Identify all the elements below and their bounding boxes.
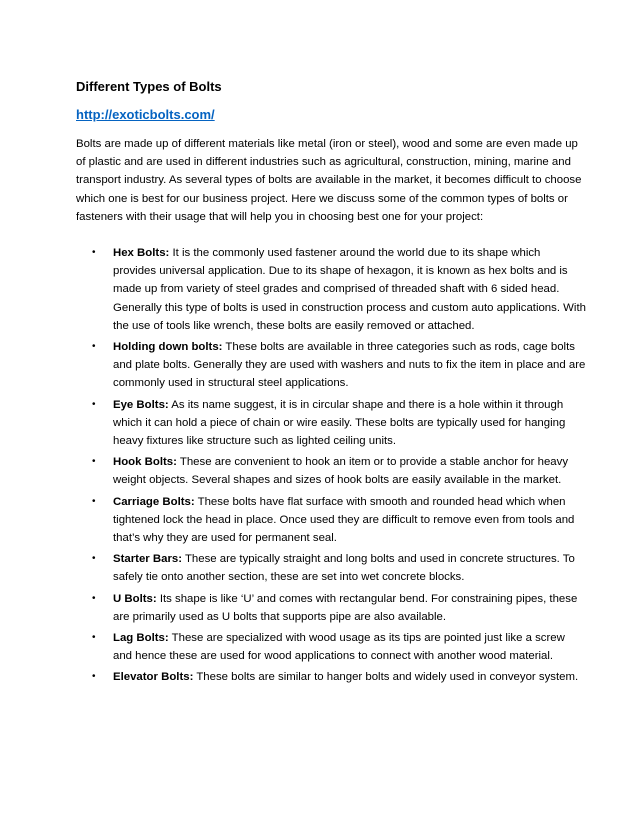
item-term: Eye Bolts: (113, 398, 169, 411)
list-item (92, 590, 586, 626)
item-text: These are specialized with wood usage as its tips are pointed just like a screw and hence these are used for wood applications to connect with another wood material. (113, 632, 565, 663)
intro-paragraph: Bolts are made up of different materials like metal (iron or steel), wood and some are even made up of plastic and are used in different industries such as agricultural, construction, mining, marine and transport industry. As several types of bolts are available in the market, it becomes difficult to choose which one is best for our business project. Here we discuss some of the common types of bolts or fasteners with their usage that will help you in choosing best one for your project: (76, 138, 582, 223)
item-text: It is the commonly used fastener around the world due to its shape which provides universal application. Due to its shape of hexagon, it is known as hex bolts and is made up from variety of steel grades and comprised of threaded shaft with 6 sided head. Generally this type of bolts is used in construction process and custom auto applications. With the use of tools like wrench, these bolts are easily removed or attached. (113, 247, 586, 332)
list-item (92, 668, 586, 686)
item-term: Carriage Bolts: (113, 495, 195, 508)
bullet-icon: • (92, 632, 96, 644)
bullet-icon: • (92, 553, 96, 565)
list-item (92, 453, 586, 489)
list-item (92, 338, 586, 393)
bullet-icon: • (92, 341, 96, 353)
bullet-icon: • (92, 671, 96, 683)
item-term: Holding down bolts: (113, 341, 223, 354)
item-term: Hex Bolts: (113, 247, 170, 260)
bullet-icon: • (92, 456, 96, 468)
list-item (92, 629, 586, 665)
item-term: Hook Bolts: (113, 456, 177, 469)
bullet-icon: • (92, 247, 96, 259)
website-link[interactable]: http://exoticbolts.com/ (76, 107, 215, 122)
item-term: U Bolts: (113, 592, 157, 605)
item-text: These are typically straight and long bolts and used in concrete structures. To safely tie onto another section, these are set into wet concrete blocks. (113, 553, 575, 584)
bolt-types-list (76, 244, 586, 687)
document-title: Different Types of Bolts (76, 79, 222, 94)
bullet-icon: • (92, 398, 96, 410)
item-text: As its name suggest, it is in circular shape and there is a hole within it through which it can hold a piece of chain or wire easily. These bolts are typically used for hanging heavy fixtures like structure such as lighted ceiling units. (113, 398, 566, 448)
bullet-icon: • (92, 592, 96, 604)
list-item (92, 244, 586, 335)
list-item (92, 396, 586, 451)
item-text: These are convenient to hook an item or to provide a stable anchor for heavy weight objects. Several shapes and sizes of hook bolts are easily available in the market. (113, 456, 569, 487)
item-text: These bolts have flat surface with smooth and rounded head which when tightened lock the head in place. Once used they are difficult to remove even from tools and that’s why they are used for permanent seal. (113, 495, 575, 545)
list-item (92, 550, 586, 586)
item-term: Starter Bars: (113, 553, 183, 566)
item-term: Elevator Bolts: (113, 671, 194, 684)
item-text: These bolts are similar to hanger bolts and widely used in conveyor system. (193, 671, 579, 684)
bullet-icon: • (92, 495, 96, 507)
item-text: These bolts are available in three categories such as rods, cage bolts and plate bolts. Generally they are used with washers and nuts to fix the item in place and are commonly used in structural steel applications. (113, 341, 586, 390)
item-text: Its shape is like ‘U’ and comes with rectangular bend. For constraining pipes, these are primarily used as U bolts that supports pipe are also available. (113, 592, 578, 623)
list-item (92, 493, 586, 548)
item-term: Lag Bolts: (113, 632, 169, 645)
